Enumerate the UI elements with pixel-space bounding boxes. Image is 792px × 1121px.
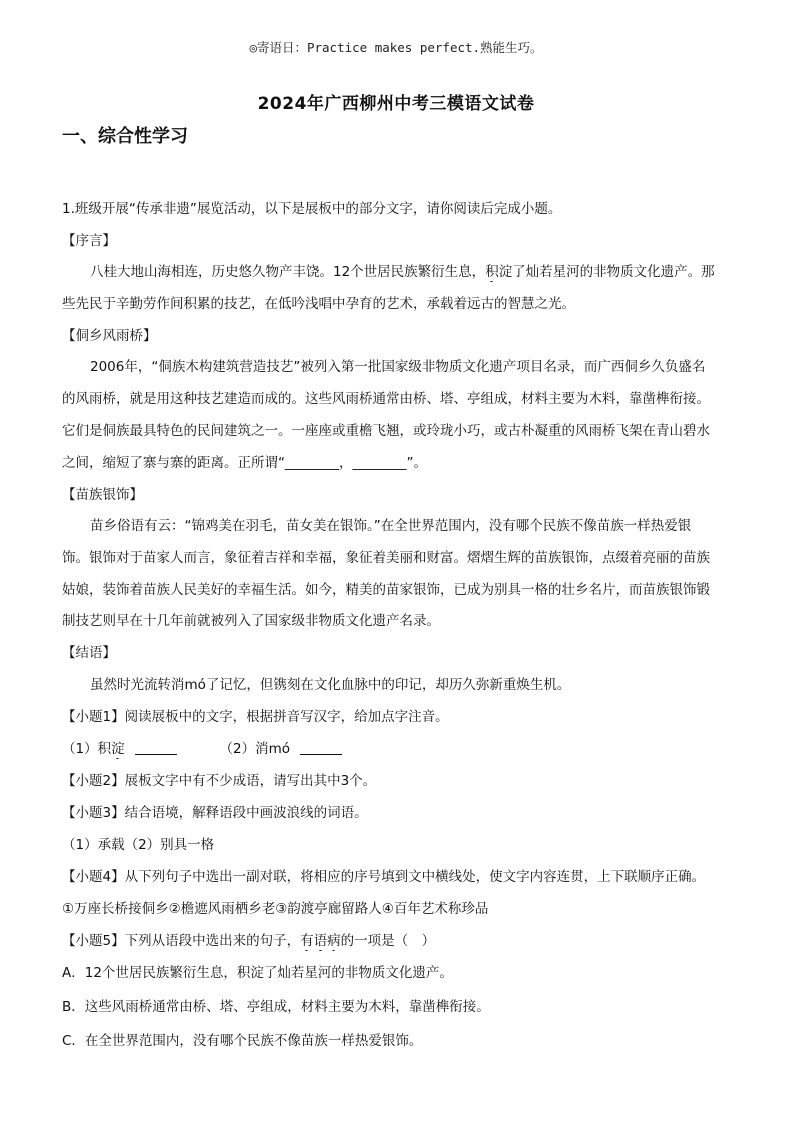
- sub-question-1: 【小题1】阅读展板中的文字，根据拼音写汉字，给加点字注音。: [62, 709, 449, 725]
- sub-question-1-items: [62, 739, 738, 759]
- page-header-motto: ◎寄语日：Practice makes perfect.熟能生巧。: [249, 40, 543, 55]
- dotted-char: 淀: [111, 741, 125, 757]
- dotted-char: 语: [313, 933, 328, 949]
- silver-line-1: 苗乡俗语有云：“锦鸡美在羽毛，苗女美在银饰。”在全世界范围内，没有哪个民族不像苗族一样热爱银: [90, 518, 692, 534]
- answer-blank-1[interactable]: [135, 740, 177, 755]
- silver-line-2: 饰。银饰对于苗家人而言，象征着吉祥和幸福，象征着美丽和财富。熠熠生辉的苗族银饰，点缀着亮丽的苗族: [62, 550, 710, 566]
- answer-blank-2[interactable]: [300, 740, 342, 755]
- option-c[interactable]: C．在全世界范围内，没有哪个民族不像苗族一样热爱银饰。: [62, 1033, 423, 1049]
- preface-line-1: [90, 262, 738, 282]
- bridge-line-3: 它们是侗族最具特色的民间建筑之一。一座座或重檐飞翘，或玲珑小巧，或古朴凝重的风雨桥飞架在青山碧水: [62, 423, 710, 439]
- sub5-prefix: 【小题5】下列从语段中选出来的句子，: [62, 933, 301, 949]
- section-title: 一、综合性学习: [62, 126, 188, 147]
- item-1-number: （1）: [62, 741, 98, 757]
- sub-question-5: [62, 931, 738, 951]
- bridge-heading: 【侗乡风雨桥】: [62, 328, 157, 344]
- preface-text-b: 淀了灿若星河的非物质文化遗产。那: [498, 264, 715, 280]
- sub-question-4: 【小题4】从下列句子中选出一副对联，将相应的序号填到文中横线处，使文字内容连贯，上下联顺序正确。: [62, 869, 706, 885]
- conclusion-line-1: 虽然时光流转消mó了记忆，但镌刻在文化血脉中的印记，却历久弥新重焕生机。: [90, 677, 571, 693]
- conclusion-heading: 【结语】: [62, 645, 116, 661]
- bridge-line-4: 之间，缩短了寨与寨的距离。正所谓“________，________”。: [62, 455, 427, 471]
- exam-title: 2024年广西柳州中考三模语文试卷: [257, 94, 535, 114]
- item-2-label: （2）消mó: [219, 741, 290, 757]
- silver-line-3: 姑娘，装饰着苗族人民美好的幸福生活。如今，精美的苗家银饰，已成为别具一格的壮乡名片，而苗族银饰锻: [62, 582, 710, 598]
- dotted-char: 积: [485, 264, 499, 280]
- sub-question-3: 【小题3】结合语境，解释语段中画波浪线的词语。: [62, 805, 368, 821]
- bridge-line-2: 的风雨桥，就是用这种技艺建造而成的。这些风雨桥通常由桥、塔、亭组成，材料主要为木料，靠凿榫衔接。: [62, 391, 710, 407]
- dotted-char: 有: [300, 933, 314, 949]
- sub-question-4-items: ①万座长桥接侗乡②檐遮风雨栖乡老③韵渡亭廊留路人④百年艺术称珍品: [62, 901, 489, 917]
- sub5-suffix: 的一项是（ ）: [340, 933, 436, 949]
- preface-text-a: 八桂大地山海相连，历史悠久物产丰饶。12个世居民族繁衍生息，: [90, 264, 486, 280]
- sub-question-3-items: （1）承载（2）别具一格: [62, 837, 215, 853]
- preface-heading: 【序言】: [62, 233, 116, 249]
- bridge-line-1: 2006年，“侗族木构建筑营造技艺”被列入第一批国家级非物质文化遗产项目名录，而广西侗乡久负盛名: [90, 359, 706, 375]
- question-1-intro: 1.班级开展“传承非遗”展览活动，以下是展板中的部分文字，请你阅读后完成小题。: [62, 201, 562, 217]
- silver-line-4: 制技艺则早在十几年前就被列入了国家级非物质文化遗产名录。: [62, 613, 440, 629]
- silver-heading: 【苗族银饰】: [62, 487, 143, 503]
- dotted-char: 病: [327, 933, 341, 949]
- preface-line-2: 些先民于辛勤劳作间积累的技艺，在低吟浅唱中孕育的艺术，承载着远古的智慧之光。: [62, 296, 575, 312]
- sub5-dotted-word: [300, 933, 341, 949]
- option-b[interactable]: B．这些风雨桥通常由桥、塔、亭组成，材料主要为木料，靠凿榫衔接。: [62, 999, 490, 1015]
- option-a[interactable]: A．12个世居民族繁衍生息，积淀了灿若星河的非物质文化遗产。: [62, 965, 453, 981]
- item-1-char: 积: [97, 741, 112, 757]
- sub-question-2: 【小题2】展板文字中有不少成语，请写出其中3个。: [62, 773, 377, 789]
